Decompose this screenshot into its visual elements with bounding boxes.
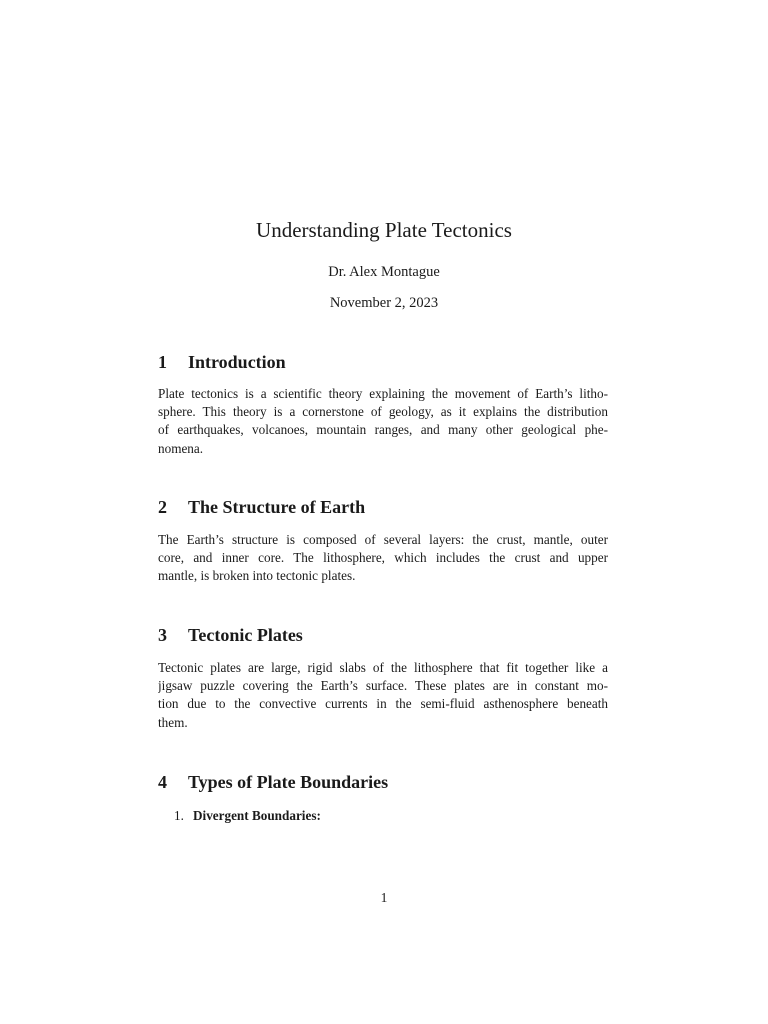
paragraph-line: Plate tectonics is a scientific theory explaining the movement of Earth’s litho- (158, 386, 608, 401)
document-author: Dr. Alex Montague (328, 264, 440, 280)
paragraph-line: jigsaw puzzle covering the Earth’s surface. These plates are in constant mo- (158, 678, 608, 694)
paragraph-line: tion due to the convective currents in the semi-fluid asthenosphere beneath (158, 696, 608, 712)
section-heading-structure-of-earth (158, 496, 365, 518)
section-title: The Structure of Earth (188, 497, 366, 517)
paragraph-line: them. (158, 714, 188, 730)
section-heading-introduction (158, 351, 286, 373)
section-number: 3 (158, 625, 167, 645)
section-heading-plate-boundaries (158, 771, 388, 793)
section-heading-tectonic-plates (158, 624, 303, 646)
section-paragraph-tectonic-plates (158, 659, 608, 732)
section-title: Types of Plate Boundaries (188, 772, 389, 792)
paragraph-line: nomena. (158, 440, 204, 456)
section-title: Tectonic Plates (188, 625, 303, 645)
document-date: November 2, 2023 (329, 295, 439, 311)
section-number: 4 (158, 772, 167, 792)
paragraph-line: Tectonic plates are large, rigid slabs of the lithosphere that fit together like a (158, 660, 608, 675)
section-title: Introduction (188, 352, 286, 372)
section-paragraph-structure-of-earth (158, 531, 608, 586)
document-title: Understanding Plate Tectonics (256, 218, 512, 242)
page-number: 1 (380, 890, 388, 905)
paragraph-line: sphere. This theory is a cornerstone of geology, as it explains the distribution (158, 404, 608, 420)
list-item (174, 807, 321, 825)
paragraph-line: of earthquakes, volcanoes, mountain ranges, and many other geological phe- (158, 422, 608, 438)
section-paragraph-introduction (158, 385, 608, 458)
section-number: 2 (158, 497, 167, 517)
section-number: 1 (158, 352, 167, 372)
list-item-text: Divergent Boundaries: (193, 808, 321, 823)
paragraph-line: core, and inner core. The lithosphere, which includes the crust and upper (158, 550, 608, 566)
paragraph-line: The Earth’s structure is composed of several layers: the crust, mantle, outer (158, 532, 608, 547)
paragraph-line: mantle, is broken into tectonic plates. (158, 568, 356, 584)
list-item-number: 1. (174, 808, 184, 823)
